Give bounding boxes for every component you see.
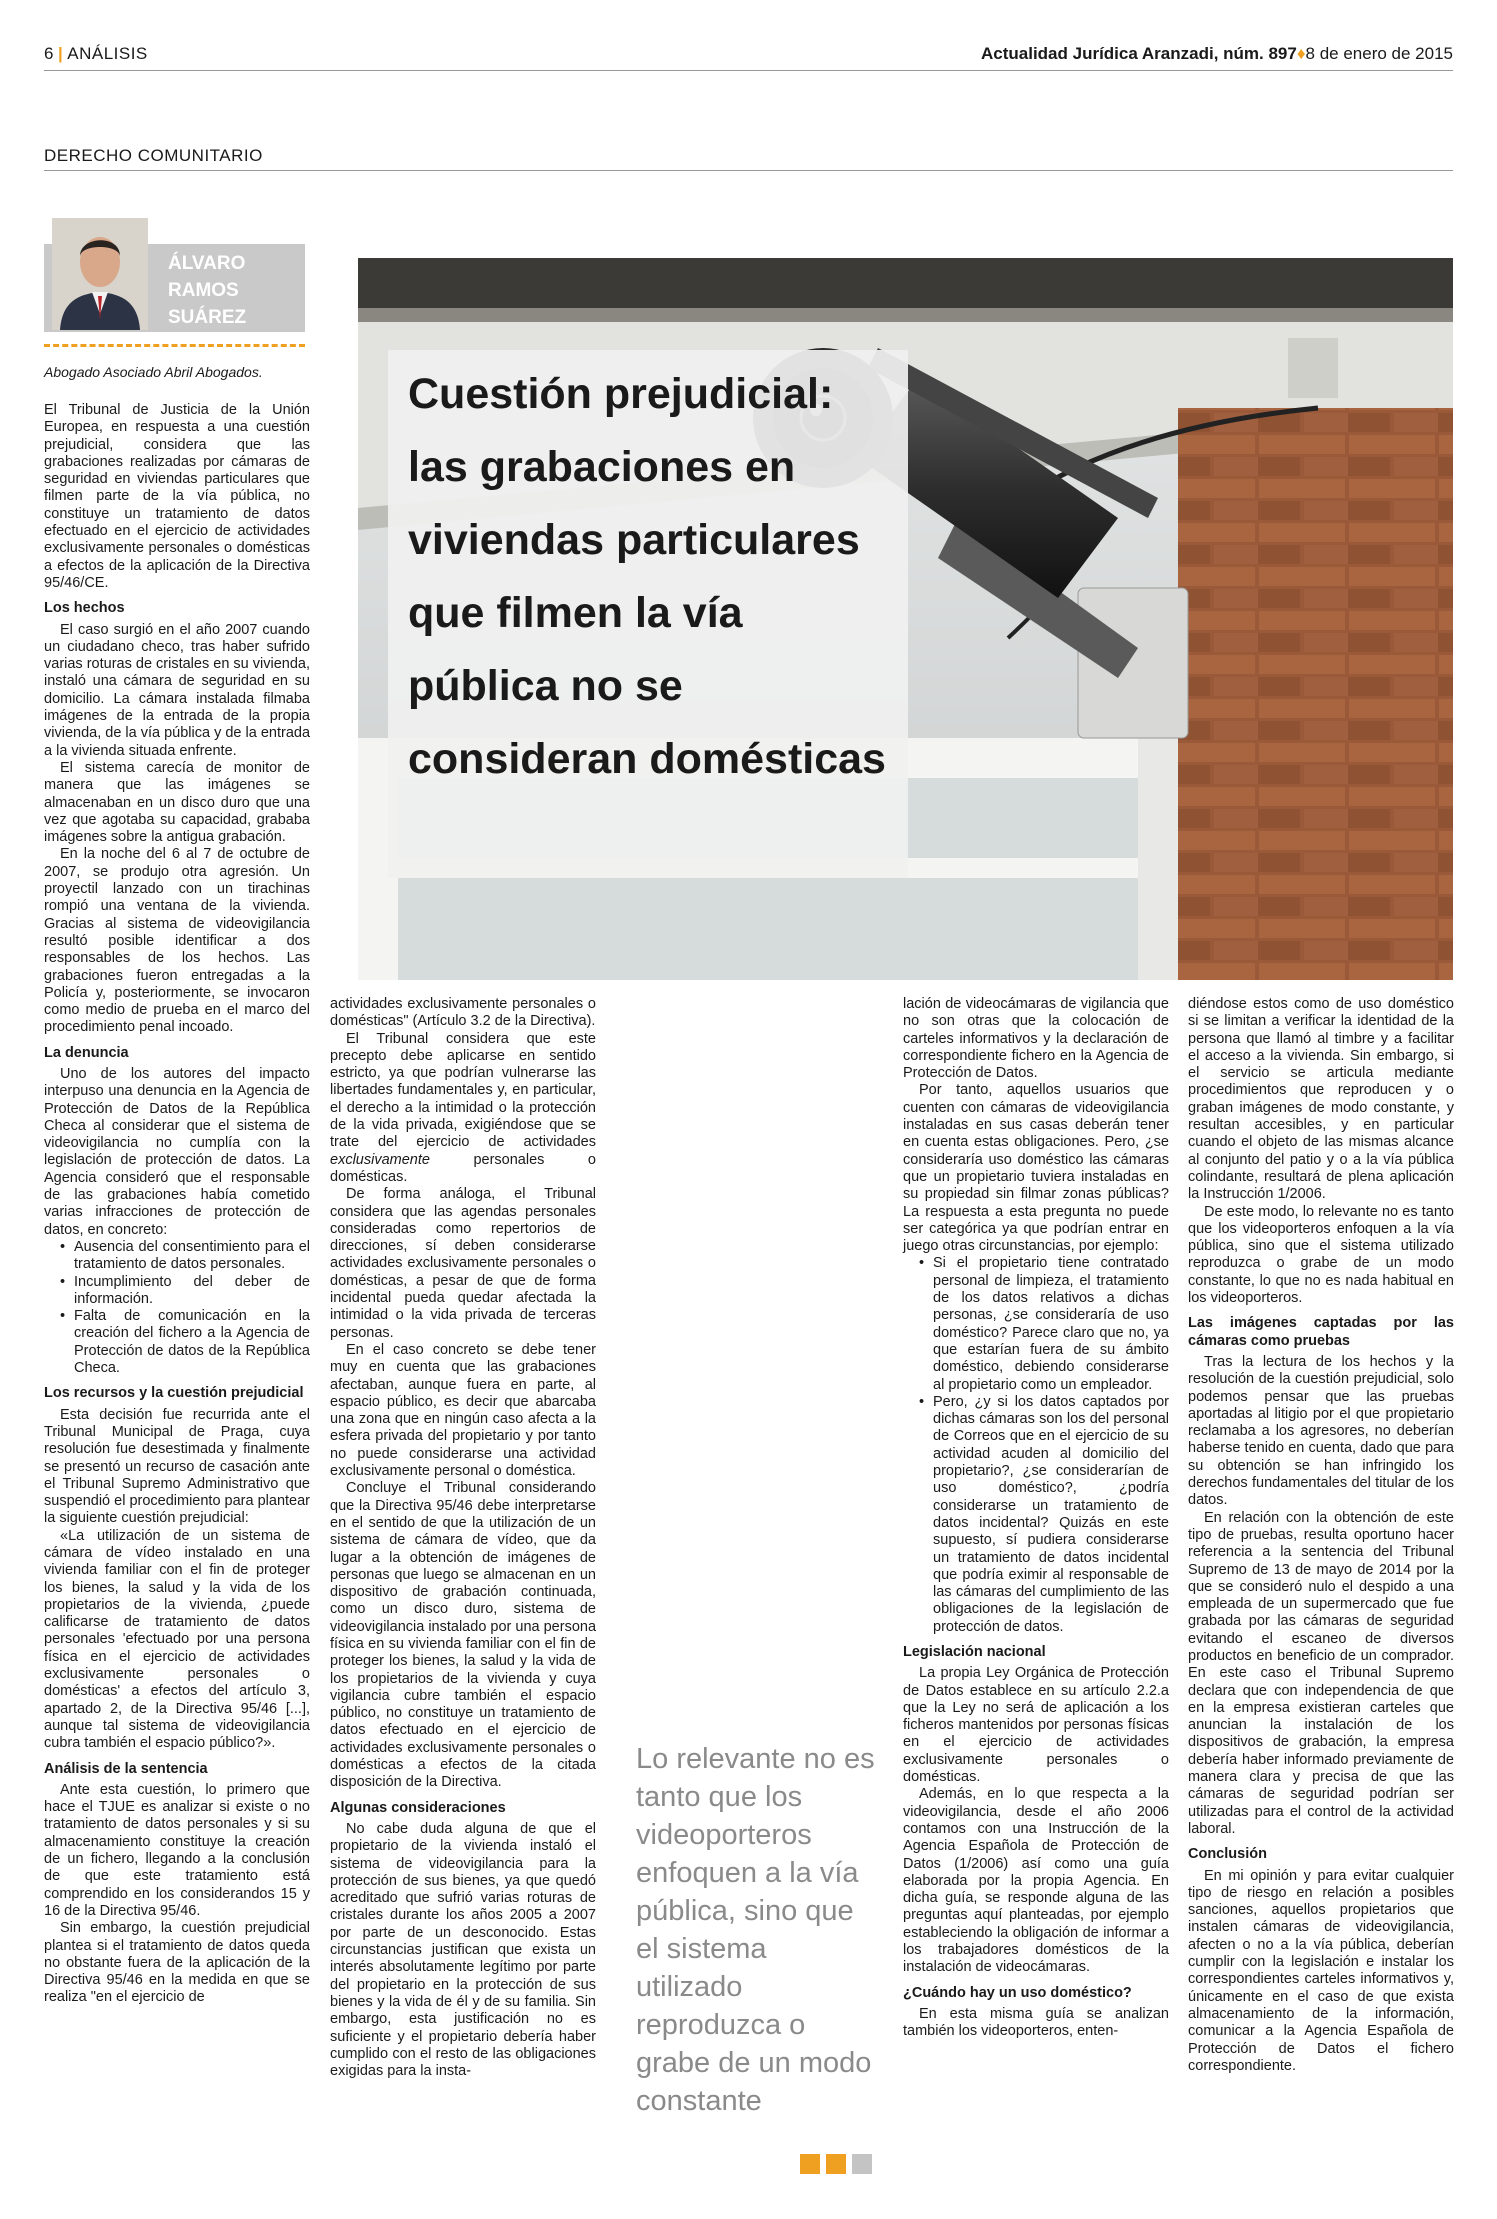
article-headline: Cuestión prejudicial: las grabaciones en viviendas particulares que filmen la vía pública no se consideran domésticas xyxy=(408,370,886,783)
paragraph: De forma análoga, el Tribunal considera que las agendas personales consideradas como repertorios de direcciones, sí deben considerarse actividades exclusivamente personales o domésticas, a pesar de que de forma incidental pueda quedar afectada la intimidad o la vida privada de terceras personas. xyxy=(330,1186,596,1341)
column-4 xyxy=(1188,996,1454,2075)
text-run: El Tribunal considera que este precepto debe aplicarse en sentido estricto, ya que podrían vulnerarse las libertades fundamentales y, en particular, el derecho a la intimidad o la protección de la vida privada, exigiéndose que se trate del ejercicio de actividades xyxy=(330,1030,596,1151)
diamond-icon: ♦ xyxy=(1296,44,1306,63)
quote-paragraph: «La utilización de un sistema de cámara de vídeo instalado en una vivienda familiar con el fin de proteger los bienes, la salud y la vida de los propietarios de la vivienda, ¿puede calificarse de tratamiento de datos personales 'efectuado por una persona física en el ejercicio de actividades exclusivamente personales o domésticas' a efectos del artículo 3, apartado 2, de la Directiva 95/46 [...], aunque tal sistema de videovigilancia cubra también el espacio público?». xyxy=(44,1527,310,1752)
paragraph: Sin embargo, la cuestión prejudicial plantea si el tratamiento de datos queda no obstante fuera de la aplicación de la Directiva 95/46 en la medida en que se realiza "en el ejercicio de xyxy=(44,1920,310,2006)
column-1 xyxy=(44,402,310,2007)
running-header-left xyxy=(44,44,148,64)
paragraph: La propia Ley Orgánica de Protección de Datos establece en su artículo 2.2.a que la Ley no será de aplicación a los ficheros mantenidos por personas físicas en el ejercicio de actividades exclusivamente personales o domésticas. xyxy=(903,1665,1169,1786)
decorative-square xyxy=(826,2154,846,2174)
author-name-line: SUÁREZ xyxy=(168,307,247,328)
paragraph: El sistema carecía de monitor de manera que las imágenes se almacenaban en un disco duro que una vez que agotaba su capacidad, grababa imágenes sobre la antigua grabación. xyxy=(44,759,310,846)
pull-quote: Lo relevante no es tanto que los videoporteros enfoquen a la vía pública, sino que el sistema utilizado reproduzca o grabe de un modo constante xyxy=(636,1743,875,2117)
list-item: • Pero, ¿y si los datos captados por dichas cámaras son los del personal de Correos que en el ejercicio de su actividad acuden al domicilio del propietario?, ¿se considerarían de uso doméstico?, ¿podría considerarse un tratamiento de datos incidental? Quizás en este supuesto, sí pudiera considerarse un tratamiento de datos incidental que podría eximir al responsable de las cámaras del cumplimiento de las obligaciones de la legislación de protección de datos. xyxy=(919,1394,1169,1636)
subheading: Conclusión xyxy=(1188,1846,1267,1863)
list-item: • Incumplimiento del deber de información. xyxy=(60,1274,310,1309)
paragraph: En esta misma guía se analizan también los videoporteros, enten- xyxy=(903,2005,1169,2040)
running-header-right xyxy=(981,44,1453,64)
paragraph: No cabe duda alguna de que el propietario de la vivienda instaló el sistema de videovigilancia para la protección de sus bienes, ya que quedó acreditado que sufrió varias roturas de cristales durante los años 2005 a 2007 por parte de un desconocido. Estas circunstancias justifican que exista un interés absolutamente legítimo por parte del propietario en la protección de sus bienes y la vida de él y de su familia. Sin embargo, esta justificación no es suficiente y el propietario debería haber cumplido con el resto de las obligaciones exigidas para la insta- xyxy=(330,1820,596,2080)
paragraph xyxy=(330,1031,596,1187)
author-name-line: ÁLVARO xyxy=(168,253,246,274)
header-section: ANÁLISIS xyxy=(67,44,148,63)
paragraph: Concluye el Tribunal considerando que la Directiva 95/46 debe interpretarse en el sentido de que la utilización de un sistema de cámara de vídeo, que da lugar a la obtención de imágenes de personas que luego se almacenan en un dispositivo de grabación continuada, como un disco duro, sistema de videovigilancia instalado por una persona física en su vivienda familiar con el fin de proteger los bienes, la salud y la vida de los propietarios de la vivienda y cuya vigilancia cubre también el espacio público, no constituye un tratamiento de datos efectuado en el ejercicio de actividades exclusivamente personales o domésticas a efectos de la citada disposición de la Directiva. xyxy=(330,1480,597,1791)
paragraph: Ante esta cuestión, lo primero que hace el TJUE es analizar si existe o no tratamiento de datos personales y si su almacenamiento constituye la creación de un fichero, llegando a la conclusión de que este tratamiento está comprendido en los considerandos 15 y 16 de la Directiva 95/46. xyxy=(44,1781,310,1919)
author-role: Abogado Asociado Abril Abogados. xyxy=(44,364,263,380)
decorative-square xyxy=(800,2154,820,2174)
text-run: personales o domésticas. xyxy=(330,1151,596,1185)
column-2 xyxy=(330,996,596,2080)
subheading: Legislación nacional xyxy=(903,1643,1046,1660)
section-rule xyxy=(44,170,1453,171)
subheading: Las imágenes captadas por las cámaras como pruebas xyxy=(1188,1315,1454,1349)
header-rule xyxy=(44,70,1453,71)
paragraph: Esta decisión fue recurrida ante el Tribunal Municipal de Praga, cuya resolución fue desestimada y finalmente se presentó un recurso de casación ante el Tribunal Supremo Administrativo que suspendió el procedimiento para plantear la siguiente cuestión prejudicial: xyxy=(44,1406,311,1527)
author-photo xyxy=(52,218,148,330)
paragraph: En mi opinión y para evitar cualquier tipo de riesgo en relación a posibles sanciones, aquellos propietarios que instalen cámaras de videovigilancia, afecten o no a la vía pública, deberían cumplir con la legislación e instalar los correspondientes carteles informativos y, únicamente en el caso de que exista almacenamiento de la información, comunicar a la Agencia Española de Protección de Datos el fichero correspondiente. xyxy=(1188,1867,1454,2074)
bullet-list xyxy=(919,1255,1169,1636)
paragraph: De este modo, lo relevante no es tanto que los videoporteros enfoquen a la vía pública, sino que el sistema utilizado reproduzca o grabe de un modo constante, lo que no es nada habitual en los videoporteros. xyxy=(1188,1203,1454,1307)
subheading: La denuncia xyxy=(44,1044,129,1061)
bullet-list xyxy=(60,1239,310,1377)
page-number: 6 xyxy=(44,44,54,63)
subheading: Los hechos xyxy=(44,600,125,617)
paragraph: Tras la lectura de los hechos y la resolución de la cuestión prejudicial, solo podemos pensar que las pruebas aportadas al litigio por el que propietario reclamaba a los agresores, no deberían haberse tenido en cuenta, dado que para su obtención se han infringido los derechos fundamentales del titular de los datos. xyxy=(1188,1353,1454,1509)
paragraph: Por tanto, aquellos usuarios que cuenten con cámaras de videovigilancia instaladas en sus casas deberán tener en cuenta estas obligaciones. Pero, ¿se consideraría uso doméstico las cámaras que un propietario tuviera instaladas en su propiedad sin filmar zonas públicas? La respuesta a esta pregunta no puede ser categórica ya que podrían entrar en juego otras circunstancias, por ejemplo: xyxy=(903,1082,1169,1255)
emphasis: exclusivamente xyxy=(330,1151,430,1168)
paragraph: En la noche del 6 al 7 de octubre de 2007, se produjo otra agresión. Un proyectil lanzado con un tirachinas rompió una ventana de la vivienda. Gracias al sistema de videovigilancia resultó posible identificar a dos responsables de los hechos. Las grabaciones fueron entregadas a la Policía y, posteriormente, se invocaron como medio de prueba en el marco del procedimiento penal incoado. xyxy=(44,846,310,1036)
paragraph: El caso surgió en el año 2007 cuando un ciudadano checo, tras haber sufrido varias roturas de cristales en su vivienda, instaló una cámara de seguridad en su domicilio. La cámara instalada filmaba imágenes de la entrada de la propia vivienda, de la vía pública y de la entrada a la vivienda situada enfrente. xyxy=(44,621,311,759)
lead-paragraph: El Tribunal de Justicia de la Unión Europea, en respuesta a una cuestión prejudicial, considera que las grabaciones realizadas por cámaras de seguridad en viviendas particulares que filmen parte de la vía pública, no constituye un tratamiento de datos efectuado en el ejercicio de actividades exclusivamente personales o domésticas a efectos de la aplicación de la Directiva 95/46/CE. xyxy=(44,402,310,591)
paragraph: Además, en lo que respecta a la videovigilancia, desde el año 2006 contamos con una Instrucción de la Agencia Española de Protección de Datos (1/2006) así como una guía elaborada por la propia Agencia. En dicha guía, se responde alguna de las preguntas aquí planteadas, por ejemplo estableciendo la obligación de informar a los trabajadores domésticos de la instalación de videocámaras. xyxy=(903,1786,1169,1976)
paragraph: En el caso concreto se debe tener muy en cuenta que las grabaciones afectaban, aunque fuera en parte, al espacio público, es decir que abarcaba una zona que en ningún caso afecta a la esfera privada del propietario y por tanto no puede considerarse una actividad exclusivamente personal o doméstica. xyxy=(330,1341,596,1480)
header-divider: | xyxy=(57,44,64,63)
decorative-square xyxy=(852,2154,872,2174)
author-divider xyxy=(44,344,305,347)
subheading: Análisis de la sentencia xyxy=(44,1760,208,1777)
paragraph: actividades exclusivamente personales o domésticas" (Artículo 3.2 de la Directiva). xyxy=(330,996,596,1030)
subheading: ¿Cuándo hay un uso doméstico? xyxy=(903,1984,1132,2001)
section-title: DERECHO COMUNITARIO xyxy=(44,146,263,165)
list-item: • Falta de comunicación en la creación del fichero a la Agencia de Protección de datos de la República Checa. xyxy=(60,1308,310,1377)
publication-name: Actualidad Jurídica Aranzadi, núm. 897 xyxy=(980,44,1297,63)
paragraph: Uno de los autores del impacto interpuso una denuncia en la Agencia de Protección de Datos de la República Checa al considerar que el sistema de videovigilancia no cumplía con la legislación de protección de datos. La Agencia consideró que el responsable de las grabaciones había cometido varias infracciones de protección de datos, en concreto: xyxy=(44,1065,310,1238)
column-3 xyxy=(903,996,1169,2041)
publication-date: 8 de enero de 2015 xyxy=(1305,44,1453,63)
author-name xyxy=(168,250,246,331)
subheading: Algunas consideraciones xyxy=(330,1799,506,1816)
list-item: • Ausencia del consentimiento para el tratamiento de datos personales. xyxy=(60,1239,310,1274)
paragraph: lación de videocámaras de vigilancia que no son otras que la colocación de carteles informativos y la declaración de correspondiente fichero en la Agencia de Protección de Datos. xyxy=(903,996,1169,1082)
list-item: • Si el propietario tiene contratado personal de limpieza, el tratamiento de los datos relativos a dichas personas, ¿se consideraría de uso doméstico? Parece claro que no, ya que estarían fuera de su ámbito doméstico, debiendo considerarse al propietario como un empleador. xyxy=(919,1255,1169,1393)
paragraph: diéndose estos como de uso doméstico si se limitan a verificar la identidad de la persona que llamó al timbre y a facilitar el acceso a la vivienda. Sin embargo, si el servicio se articula mediante procedimientos que reproducen y o graban imágenes de modo constante, y resultan accesibles, y en particular cuando el objeto de las mismas alcance al conjunto del patio y o a la vía pública colindante, resultará de plena aplicación la Instrucción 1/2006. xyxy=(1188,996,1454,1203)
author-name-line: RAMOS xyxy=(168,280,239,301)
subheading: Los recursos y la cuestión prejudicial xyxy=(44,1385,304,1402)
paragraph: En relación con la obtención de este tipo de pruebas, resulta oportuno hacer referencia a la sentencia del Tribunal Supremo de 13 de mayo de 2014 por la que se consideró nulo el despido a una empleada de un supermercado que fue grabada por las cámaras de seguridad evitando el escaneo de diversos productos en beneficio de un comprador. En este caso el Tribunal Supremo declara que con independencia de que en la empresa existieran carteles que anuncian la instalación de los dispositivos de grabación, la empresa debería haber informado previamente de manera clara y precisa de que las cámaras de seguridad podrían ser utilizadas para el control de la actividad laboral. xyxy=(1188,1509,1454,1837)
